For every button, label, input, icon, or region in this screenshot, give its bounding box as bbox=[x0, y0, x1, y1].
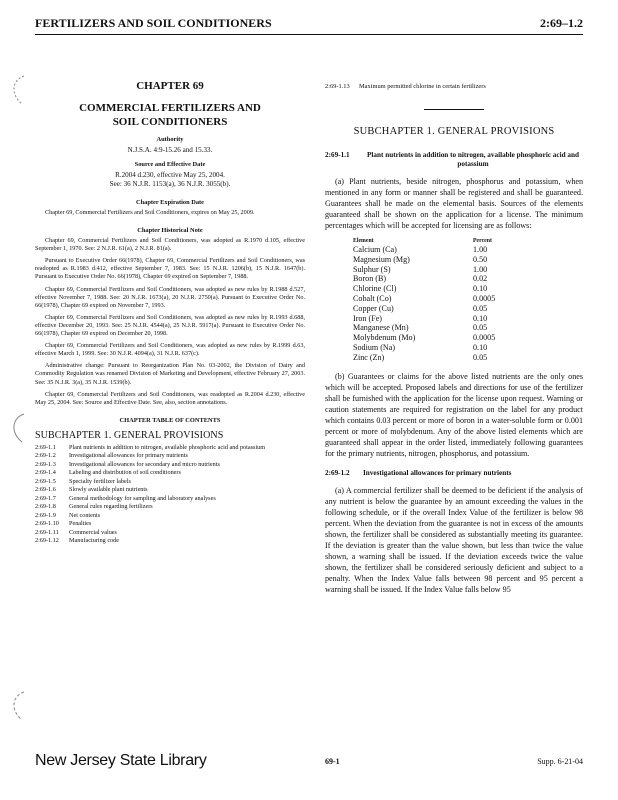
binder-hole-mark-middle bbox=[8, 412, 26, 444]
toc-entry[interactable] bbox=[35, 444, 305, 451]
toc-entry-title: Net contents bbox=[69, 511, 101, 519]
element-percent: 0.02 bbox=[473, 274, 488, 284]
source-heading: Source and Effective Date bbox=[134, 161, 206, 168]
binder-hole-mark-bottom bbox=[8, 690, 26, 722]
running-header bbox=[35, 14, 583, 35]
historical-note: Chapter 69, Commercial Fertilizers and Soil Conditioners, was readopted as R.2004 d.230, effective May 25, 2004. See: Source and Effective Date. See, also, section annotations. bbox=[35, 390, 305, 406]
toc-entry-title: Manufacturing code bbox=[69, 537, 119, 545]
section-number: 2:69-1.1 bbox=[325, 151, 350, 159]
library-stamp: New Jersey State Library bbox=[35, 752, 207, 769]
header-title: FERTILIZERS AND SOIL CONDITIONERS bbox=[35, 16, 272, 30]
source-text-2: See: 36 N.J.R. 1153(a), 36 N.J.R. 3055(b). bbox=[109, 180, 231, 188]
toc-entry-title: Slowly available plant nutrients bbox=[69, 486, 148, 494]
toc-entry-number: 2:69-1.11 bbox=[35, 528, 59, 536]
source-text-1: R.2004 d.230, effective May 25, 2004. bbox=[115, 171, 225, 179]
toc-entry[interactable] bbox=[35, 512, 305, 519]
element-name: Sodium (Na) bbox=[353, 342, 396, 352]
element-percent: 0.50 bbox=[473, 254, 488, 264]
chapter-name-line-2: SOIL CONDITIONERS bbox=[112, 116, 228, 128]
element-percent: 0.10 bbox=[473, 313, 488, 323]
element-name: Chlorine (Cl) bbox=[353, 284, 397, 294]
element-percent: 0.05 bbox=[473, 303, 488, 313]
historical-note-heading: Chapter Historical Note bbox=[137, 227, 203, 235]
table-row bbox=[353, 353, 583, 363]
element-percent: 0.10 bbox=[473, 284, 488, 294]
element-name: Sulphur (S) bbox=[353, 264, 391, 274]
toc-subchapter-title: SUBCHAPTER 1. GENERAL PROVISIONS bbox=[35, 429, 224, 441]
historical-note: Administrative change: Pursuant to Reorganization Plan No. 03-2002, the Division of Dairy and Commodity Regulation was renamed Division of Marketing and Development, effective February 27, 2003. See: 35 N.J.R. 3(a), 35 N.J.R. 1539(b). bbox=[35, 362, 305, 386]
toc-entry-title: Labeling and distribution of soil conditioners bbox=[69, 469, 181, 477]
toc-entry-number: 2:69-1.5 bbox=[35, 477, 56, 485]
subchapter-title: SUBCHAPTER 1. GENERAL PROVISIONS bbox=[353, 126, 555, 137]
chapter-number: CHAPTER 69 bbox=[136, 80, 204, 92]
toc-entry-title: General methodology for sampling and laboratory analyses bbox=[69, 494, 216, 502]
left-column bbox=[35, 68, 305, 546]
section-title: Plant nutrients in addition to nitrogen, available phosphoric acid and potassium bbox=[367, 151, 579, 168]
element-percent: 0.05 bbox=[473, 352, 488, 362]
section-paragraph-a: (a) Plant nutrients, beside nitrogen, phosphorus and potassium, when mentioned in any form or manner shall be registered and shall be guaranteed. Guarantees shall be made on the elemental basis. Sources of the elements guaranteed shall be shown on the application for a license. The minimum percentages which will be accepted for licensing are as follows: bbox=[325, 177, 583, 230]
toc-entry[interactable] bbox=[35, 486, 305, 493]
toc-entry[interactable] bbox=[35, 461, 305, 468]
historical-note: Chapter 69, Commercial Fertilizers and Soil Conditioners, was adopted as new rules by R.1993 d.688, effective December 20, 1993. See: 25 N.J.R. 4544(a), 25 N.J.R. 5917(a). Pursuant to Executive Order No. 66(1978), Chapter 69 expired on December 20, 1998. bbox=[35, 313, 305, 338]
expiration-heading: Chapter Expiration Date bbox=[135, 199, 205, 206]
section-paragraph-b: (b) Guarantees or claims for the above listed nutrients are the only ones which will be accepted. Proposed labels and directions for use of the fertilizer shall be furnished with the application for the license upon request. Warning or caution statements are required for registration on the label for any product which contains 0.03 percent or more of boron in a water-soluble form or 0.001 percent or more of molybdenum. Any of the above listed elements which are guaranteed shall appear in the order listed, immediately following guarantees for the primary nutrients, nitrogen, phosphorus, and potassium. bbox=[325, 371, 583, 458]
section-title: Investigational allowances for primary nutrients bbox=[363, 468, 512, 477]
toc-entry-number: 2:69-1.13 bbox=[325, 83, 350, 90]
element-percent: 0.05 bbox=[473, 323, 488, 333]
percent-column-header: Percent bbox=[473, 238, 492, 244]
element-table-body bbox=[353, 245, 583, 363]
toc-entry[interactable] bbox=[35, 503, 305, 510]
table-row bbox=[353, 323, 583, 333]
toc-entry[interactable] bbox=[35, 520, 305, 527]
supplement-date: Supp. 6-21-04 bbox=[537, 757, 583, 766]
chapter-name-line-1: COMMERCIAL FERTILIZERS AND bbox=[79, 102, 261, 114]
toc-entry-number: 2:69-1.3 bbox=[35, 460, 56, 468]
toc-entry[interactable] bbox=[325, 83, 583, 91]
table-row bbox=[353, 314, 583, 324]
section-heading-1-1 bbox=[325, 151, 583, 169]
toc-entry-title: Specialty fertilizer labels bbox=[69, 477, 131, 485]
section-heading-1-2 bbox=[325, 469, 583, 478]
page-number: 69-1 bbox=[325, 757, 340, 766]
toc-entry-title: Plant nutrients in addition to nitrogen, available phosphoric acid and potassium bbox=[69, 443, 266, 451]
toc-entry-title: Commercial values bbox=[69, 528, 117, 536]
toc-entry-title: Investigational allowances for secondary and micro nutrients bbox=[69, 460, 220, 468]
toc-entry-number: 2:69-1.9 bbox=[35, 511, 56, 519]
element-name: Iron (Fe) bbox=[353, 313, 382, 323]
toc-list bbox=[35, 444, 305, 545]
historical-note: Chapter 69, Commercial Fertilizers and Soil Conditioners, was adopted as new rules by R.1999 d.63, effective March 1, 1999. See: 30 N.J.R. 4094(a), 31 N.J.R. 637(c). bbox=[35, 342, 305, 358]
table-row bbox=[353, 333, 583, 343]
table-row bbox=[353, 265, 583, 275]
toc-entry-number: 2:69-1.1 bbox=[35, 443, 56, 451]
element-column-header: Element bbox=[353, 238, 374, 244]
table-row bbox=[353, 245, 583, 255]
historical-note: Chapter 69, Commercial Fertilizers and Soil Conditioners, was adopted as new rules by R.1988 d.527, effective November 7, 1988. See: 20 N.J.R. 1673(a), 20 N.J.R. 2750(a). Pursuant to Executive Order No. 66(1978), Chapter 69 expired on November 7, 1993. bbox=[35, 285, 305, 309]
section-paragraph-a: (a) A commercial fertilizer shall be deemed to be deficient if the analysis of any nutrient is below the guarantee by an amount exceeding the values in the following schedule, or if the overall Index Value of the fertilizer is below 98 percent. When the deviation from the guarantee is not in excess of the amounts shown, the fertilizer shall be considered as substantially meeting its guarantee. If the deviation is greater than the value shown, but less than twice the value shown, a warning shall be issued. If the deviation exceeds twice the value shown, the fertilizer shall be considered seriously deficient and subject to a penalty. When the Index Value falls between 98 percent and 95 percent a warning shall be issued. If the Index Value falls below 95 bbox=[325, 485, 583, 594]
table-row bbox=[353, 274, 583, 284]
element-name: Cobalt (Co) bbox=[353, 293, 392, 303]
historical-note: Pursuant to Executive Order 66(1978), Chapter 69, Commercial Fertilizers and Soil Conditioners, was readopted as R.1983 d.412, effective September 7, 1983. See: 15 N.J.R. 1206(b), 15 N.J.R. 1647(b). Pursuant to Executive Order No. 66(1978), Chapter 69 expired on September 7, 1988. bbox=[35, 257, 305, 281]
element-name: Calcium (Ca) bbox=[353, 245, 397, 254]
toc-entry-number: 2:69-1.2 bbox=[35, 452, 56, 460]
toc-entry-number: 2:69-1.6 bbox=[35, 486, 56, 494]
toc-entry-number: 2:69-1.10 bbox=[35, 520, 59, 528]
historical-note: Chapter 69, Commercial Fertilizers and Soil Conditioners, was adopted as R.1970 d.105, effective September 1, 1970. See: 2 N.J.R. 61(a), 2 N.J.R. 81(a). bbox=[35, 237, 305, 253]
section-number: 2:69-1.2 bbox=[325, 468, 350, 477]
element-name: Boron (B) bbox=[353, 274, 387, 284]
table-row bbox=[353, 304, 583, 314]
element-table bbox=[353, 237, 583, 363]
element-percent: 0.10 bbox=[473, 342, 488, 352]
page-footer bbox=[35, 752, 583, 776]
element-name: Magnesium (Mg) bbox=[353, 254, 410, 264]
toc-entry-number: 2:69-1.12 bbox=[35, 537, 59, 545]
authority-heading: Authority bbox=[156, 136, 184, 143]
toc-entry-number: 2:69-1.7 bbox=[35, 494, 56, 502]
element-percent: 0.0005 bbox=[473, 333, 496, 343]
right-column bbox=[325, 68, 583, 601]
element-percent: 0.0005 bbox=[473, 293, 496, 303]
table-of-contents-heading: CHAPTER TABLE OF CONTENTS bbox=[119, 416, 221, 424]
toc-entry-title: Penalties bbox=[69, 520, 92, 528]
divider bbox=[424, 109, 484, 110]
element-name: Molybdenum (Mo) bbox=[353, 333, 416, 343]
toc-entry[interactable] bbox=[35, 452, 305, 459]
table-row bbox=[353, 343, 583, 353]
element-name: Copper (Cu) bbox=[353, 303, 394, 313]
expiration-text: Chapter 69, Commercial Fertilizers and Soil Conditioners, expires on May 25, 2009. bbox=[45, 209, 255, 216]
table-row bbox=[353, 284, 583, 294]
header-section-number: 2:69–1.2 bbox=[540, 16, 583, 30]
toc-entry[interactable] bbox=[35, 537, 305, 544]
toc-entry[interactable] bbox=[35, 478, 305, 485]
element-name: Zinc (Zn) bbox=[353, 352, 385, 362]
element-name: Manganese (Mn) bbox=[353, 323, 409, 333]
table-row bbox=[353, 294, 583, 304]
table-row bbox=[353, 255, 583, 265]
binder-hole-mark-top bbox=[8, 74, 26, 106]
element-percent: 1.00 bbox=[473, 264, 488, 274]
toc-entry-number: 2:69-1.4 bbox=[35, 469, 56, 477]
toc-entry-title: General rules regarding fertilizers bbox=[69, 503, 153, 511]
element-table-header bbox=[353, 237, 583, 245]
element-percent: 1.00 bbox=[473, 245, 488, 254]
toc-entry[interactable] bbox=[35, 495, 305, 502]
toc-entry[interactable] bbox=[35, 469, 305, 476]
toc-entry[interactable] bbox=[35, 529, 305, 536]
chapter-name bbox=[35, 101, 305, 129]
authority-text: N.J.S.A. 4:9-15.26 and 15.33. bbox=[127, 146, 213, 154]
toc-entry-title: Maximum permitted chlorine in certain fertilizers bbox=[359, 83, 486, 90]
toc-entry-number: 2:69-1.8 bbox=[35, 503, 56, 511]
toc-entry-title: Investigational allowances for primary nutrients bbox=[69, 452, 188, 460]
